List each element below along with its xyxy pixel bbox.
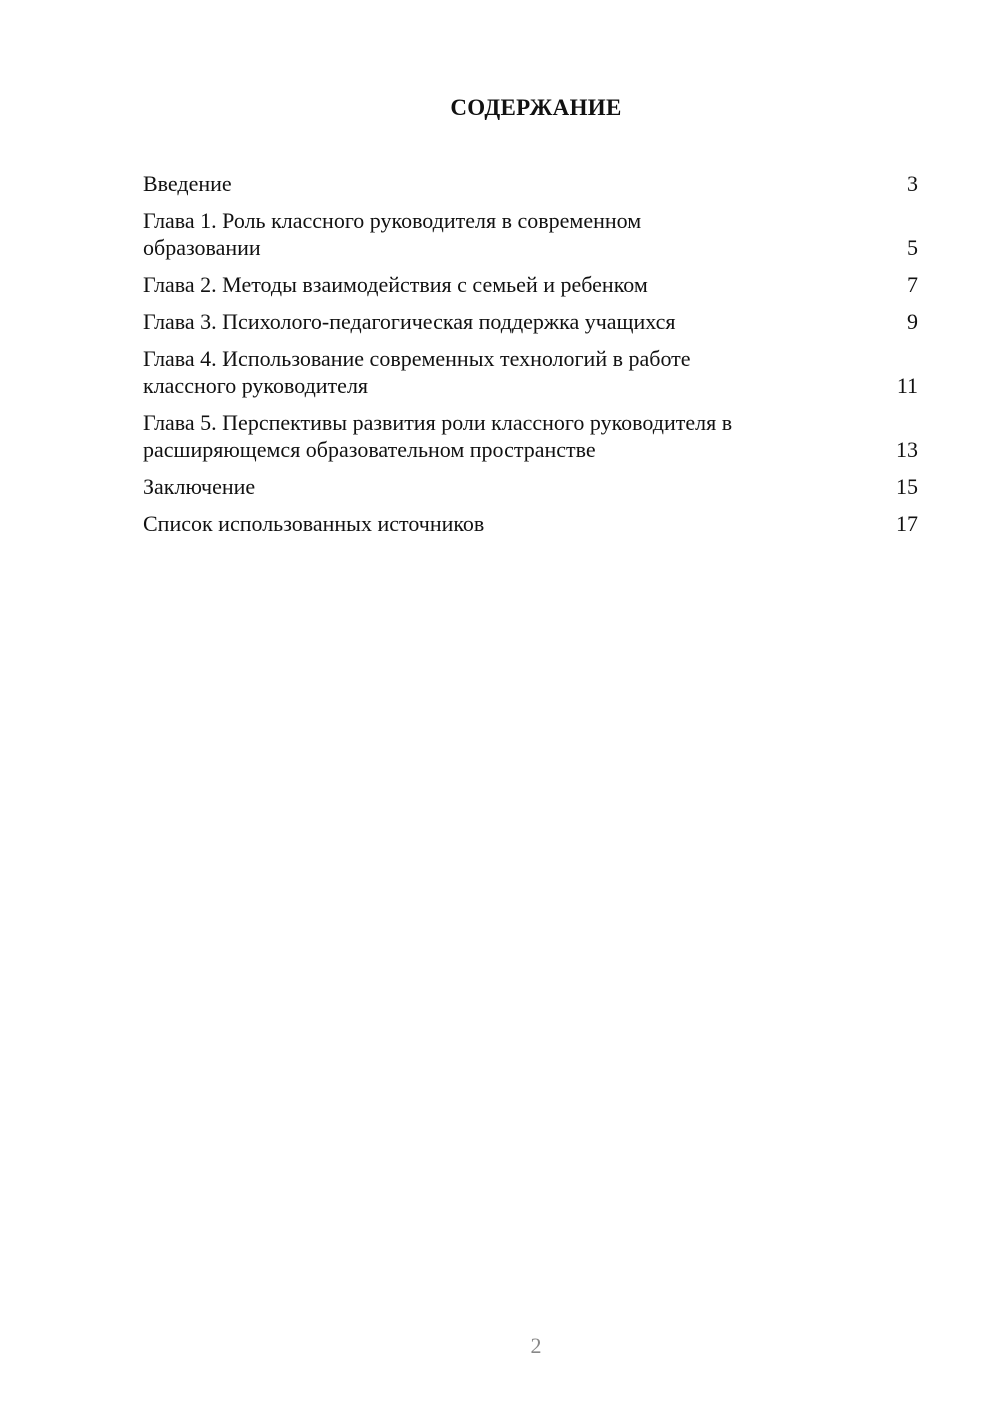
toc-entry-page: 17 [896, 511, 918, 536]
toc-entry-chapter-4 [143, 345, 918, 399]
toc-entry-page: 3 [907, 171, 918, 196]
toc-entry-title: Глава 3. Психолого-педагогическая поддержка учащихся [143, 309, 676, 334]
toc-entry-conclusion [143, 473, 918, 500]
page-number: 2 [530, 1333, 542, 1358]
toc-entry-introduction [143, 170, 918, 197]
toc-entry-chapter-2 [143, 271, 918, 298]
toc-entry-title: Список использованных источников [143, 511, 485, 536]
toc-entry-page: 9 [907, 309, 918, 334]
toc-entry-page: 15 [896, 474, 918, 499]
toc-entry-page: 13 [896, 437, 918, 462]
toc-entry-page: 11 [896, 373, 918, 398]
toc-list [143, 170, 918, 547]
toc-entry-title: Глава 5. Перспективы развития роли классного руководителя в расширяющемся образовательном пространстве [143, 410, 733, 462]
toc-entry-title: Глава 2. Методы взаимодействия с семьей и ребенком [143, 272, 648, 297]
toc-title: СОДЕРЖАНИЕ [450, 95, 622, 120]
toc-entry-page: 7 [907, 272, 918, 297]
toc-entry-title: Введение [143, 171, 232, 196]
toc-entry-references [143, 510, 918, 537]
toc-entry-page: 5 [907, 235, 918, 260]
toc-entry-title: Заключение [143, 474, 256, 499]
toc-entry-title: Глава 1. Роль классного руководителя в современном образовании [143, 208, 642, 260]
toc-entry-chapter-1 [143, 207, 918, 261]
toc-entry-chapter-5 [143, 409, 918, 463]
toc-entry-chapter-3 [143, 308, 918, 335]
toc-entry-title: Глава 4. Использование современных технологий в работе классного руководителя [143, 346, 691, 398]
